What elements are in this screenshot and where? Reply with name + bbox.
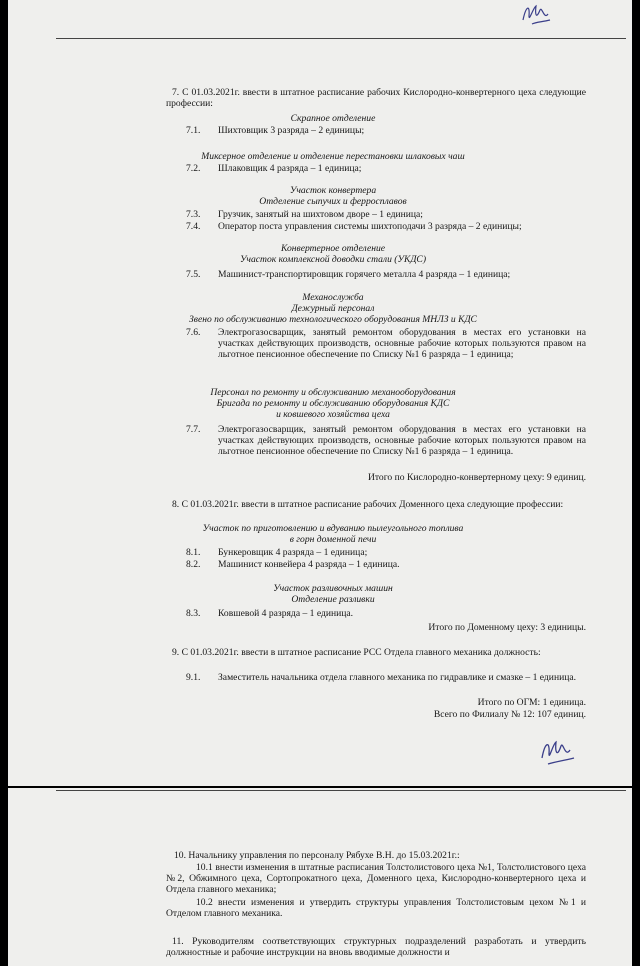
list-item: Электрогазосварщик, занятый ремонтом оборудования в местах его установки на участках действующих производств, основные рабочие которых пользуются правом на льготное пенсионное обеспечение по Списку №1 6 разряда – 1 единица. xyxy=(218,424,586,457)
para10-item: 10.2 внести изменения и утвердить структуры управления Толстолистовым цехом №1 и Отделом главного механика. xyxy=(166,897,586,919)
item-number: 7.6. xyxy=(186,327,201,338)
page-edge-line xyxy=(56,790,626,791)
list-item: Бункеровщик 4 разряда – 1 единица; xyxy=(218,547,368,558)
signature-icon xyxy=(538,734,578,768)
section-subheading: Отделение сыпучих и ферросплавов xyxy=(259,196,407,207)
total-line: Итого по ОГМ: 1 единица. xyxy=(477,697,586,708)
section-subheading: и ковшевого хозяйства цеха xyxy=(276,409,390,420)
section-heading: Механослужба xyxy=(302,292,364,303)
page-edge-line xyxy=(56,38,626,39)
list-item: Шихтовщик 3 разряда – 2 единицы; xyxy=(218,125,365,136)
para8-intro: 8. С 01.03.2021г. ввести в штатное расписание рабочих Доменного цеха следующие профессии: xyxy=(172,499,564,510)
document-page-2 xyxy=(8,788,632,966)
section-heading: Участок разливочных машин xyxy=(273,583,393,594)
item-number: 8.1. xyxy=(186,547,201,558)
list-item: Машинист-транспортировщик горячего металла 4 разряда – 1 единица; xyxy=(218,269,511,280)
section-subheading: Звено по обслуживанию технологического оборудования МНЛЗ и КДС xyxy=(189,314,477,325)
para7-intro: 7. С 01.03.2021г. ввести в штатное расписание рабочих Кислородно-конвертерного цеха следующие профессии: xyxy=(166,87,586,109)
section-subheading: Отделение разливки xyxy=(291,594,375,605)
document-page-1 xyxy=(8,0,632,786)
item-number: 8.2. xyxy=(186,559,201,570)
grand-total-line: Всего по Филиалу № 12: 107 единиц. xyxy=(433,709,586,720)
section-subheading: в горн доменной печи xyxy=(289,534,377,545)
list-item: Заместитель начальника отдела главного механика по гидравлике и смазке – 1 единица. xyxy=(218,672,577,683)
item-number: 9.1. xyxy=(186,672,201,683)
item-number: 7.1. xyxy=(186,125,201,136)
list-item: Ковшевой 4 разряда – 1 единица. xyxy=(218,608,354,619)
list-item: Электрогазосварщик, занятый ремонтом оборудования в местах его установки на участках действующих производств, основные рабочие которых пользуются правом на льготное пенсионное обеспечение по Списку №1 6 разряда – 1 единица; xyxy=(218,327,586,360)
section-heading: Участок по приготовлению и вдуванию пылеугольного топлива xyxy=(202,523,464,534)
para10-item: 10.1 внести изменения в штатные расписания Толстолистового цеха №1, Толстолистового цеха №2, Обжимного цеха, Сортопрокатного цеха, Доменного цеха, Кислородно-конвертерного цеха и Отдела главного механика; xyxy=(166,862,586,895)
section-heading: Конвертерное отделение xyxy=(280,243,386,254)
total-line: Итого по Кислородно-конвертерному цеху: 9 единиц. xyxy=(367,472,586,483)
section-subheading: Дежурный персонал xyxy=(291,303,375,314)
total-line: Итого по Доменному цеху: 3 единицы. xyxy=(428,622,586,633)
list-item: Оператор поста управления системы шихтоподачи 3 разряда – 2 единицы; xyxy=(218,221,522,232)
section-heading: Миксерное отделение и отделение перестановки шлаковых чаш xyxy=(201,151,465,162)
section-heading: Персонал по ремонту и обслуживанию механооборудования xyxy=(210,387,456,398)
list-item: Машинист конвейера 4 разряда – 1 единица. xyxy=(218,559,400,570)
section-heading: Скрапное отделение xyxy=(290,113,376,124)
item-number: 7.7. xyxy=(186,424,201,435)
section-subheading: Участок комплексной доводки стали (УКДС) xyxy=(239,254,427,265)
para10-intro: 10. Начальнику управления по персоналу Рябухе В.Н. до 15.03.2021г.: xyxy=(174,850,460,861)
para11-text: 11. Руководителям соответствующих структурных подразделений разработать и утвердить должностные и рабочие инструкции на вновь вводимые должности и xyxy=(166,936,586,958)
signature-icon xyxy=(520,0,554,28)
list-item: Грузчик, занятый на шихтовом дворе – 1 единица; xyxy=(218,209,423,220)
item-number: 7.2. xyxy=(186,163,201,174)
section-subheading: Бригада по ремонту и обслуживанию оборудования КДС xyxy=(216,398,450,409)
item-number: 7.3. xyxy=(186,209,201,220)
list-item: Шлаковщик 4 разряда – 1 единица; xyxy=(218,163,362,174)
item-number: 7.5. xyxy=(186,269,201,280)
section-heading: Участок конвертера xyxy=(289,185,377,196)
para9-intro: 9. С 01.03.2021г. ввести в штатное расписание РСС Отдела главного механика должность: xyxy=(172,647,541,658)
item-number: 7.4. xyxy=(186,221,201,232)
item-number: 8.3. xyxy=(186,608,201,619)
